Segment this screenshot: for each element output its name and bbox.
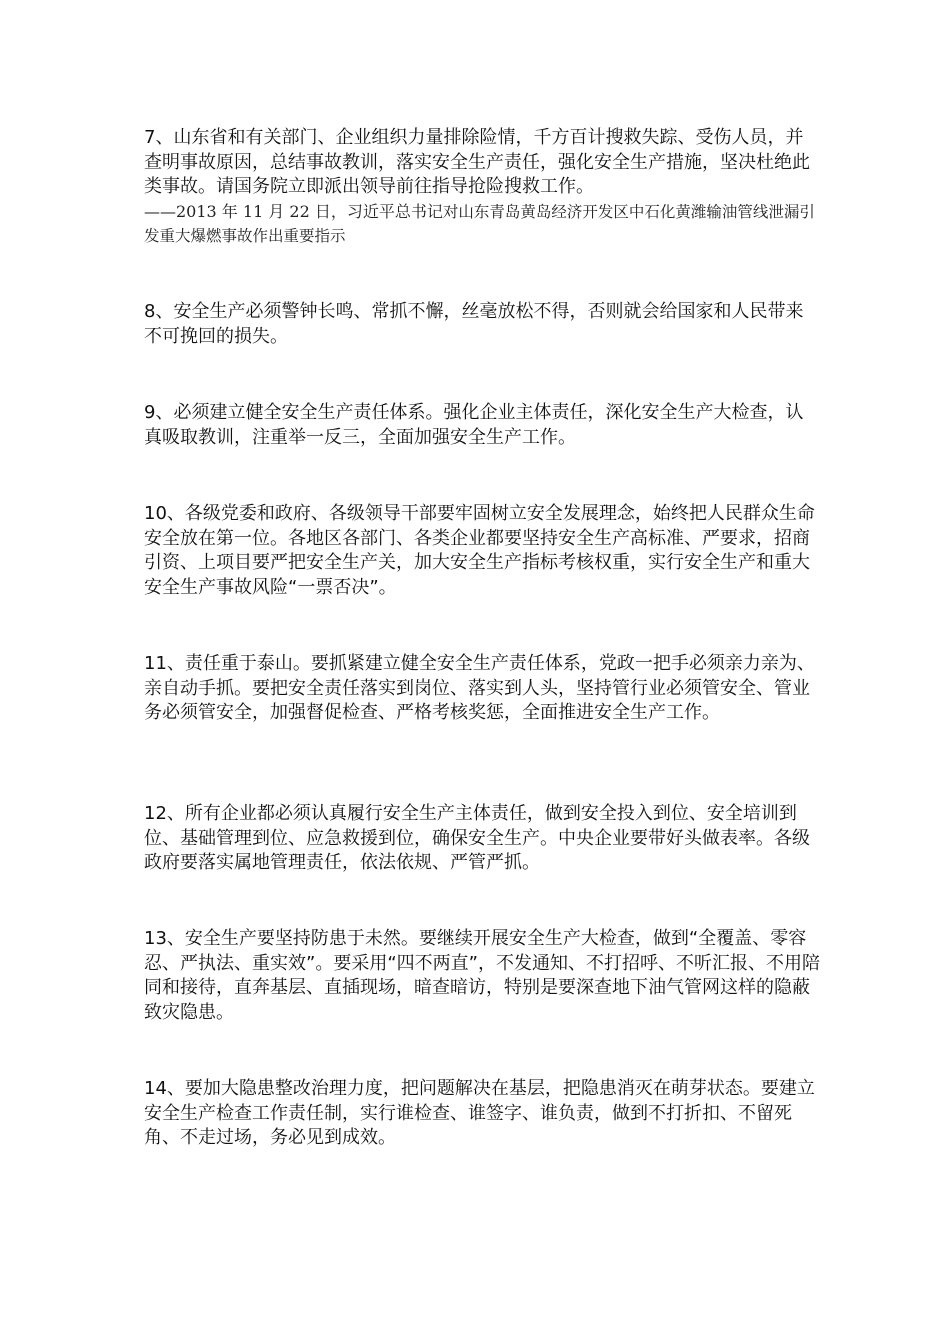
paragraph-7-text: 7、山东省和有关部门、企业组织力量排除险情，千方百计搜救失踪、受伤人员，并查明事故原因，总结事故教训，落实安全生产责任，强化安全生产措施，坚决杜绝此类事故。请国务院立即派出领导前往指导抢险搜救工作。 (144, 127, 810, 197)
source-description: 对山东青岛黄岛经济开发区中石化黄潍输油管线泄漏引发重大爆燃事故作出重要指示 (144, 202, 815, 245)
paragraph-7-source (144, 200, 820, 248)
paragraph-14 (144, 1077, 820, 1151)
paragraph-10-text: 10、各级党委和政府、各级领导干部要牢固树立安全发展理念，始终把人民群众生命安全放在第一位。各地区各部门、各类企业都要坚持安全生产高标准、严要求，招商引资、上项目要严把安全生产关，加大安全生产指标考核权重，实行安全生产和重大安全生产事故风险“一票否决”。 (144, 503, 815, 598)
paragraph-11 (144, 652, 820, 726)
paragraph-8-text: 8、安全生产必须警钟长鸣、常抓不懈，丝毫放松不得，否则就会给国家和人民带来不可挽回的损失。 (144, 301, 804, 347)
paragraph-7 (144, 126, 820, 248)
paragraph-14-text: 14、要加大隐患整改治理力度，把问题解决在基层，把隐患消灭在萌芽状态。要建立安全生产检查工作责任制，实行谁检查、谁签字、谁负责，做到不打折扣、不留死角、不走过场，务必见到成效。 (144, 1078, 815, 1148)
paragraph-11-text: 11、责任重于泰山。要抓紧建立健全安全生产责任体系，党政一把手必须亲力亲为、亲自动手抓。要把安全责任落实到岗位、落实到人头，坚持管行业必须管安全、管业务必须管安全，加强督促检查、严格考核奖惩，全面推进安全生产工作。 (144, 653, 815, 723)
paragraph-8 (144, 300, 820, 349)
paragraph-12-text: 12、所有企业都必须认真履行安全生产主体责任，做到安全投入到位、安全培训到位、基础管理到位、应急救援到位，确保安全生产。中央企业要带好头做表率。各级政府要落实属地管理责任，依法依规、严管严抓。 (144, 803, 810, 873)
paragraph-13-text: 13、安全生产要坚持防患于未然。要继续开展安全生产大检查，做到“全覆盖、零容忍、严执法、重实效”。要采用“四不两直”，不发通知、不打招呼、不听汇报、不用陪同和接待，直奔基层、直插现场，暗查暗访，特别是要深查地下油气管网这样的隐蔽致灾隐患。 (144, 928, 820, 1023)
paragraph-9 (144, 401, 820, 450)
paragraph-10 (144, 502, 820, 600)
paragraph-12 (144, 802, 820, 876)
paragraph-13 (144, 927, 820, 1025)
paragraph-9-text: 9、必须建立健全安全生产责任体系。强化企业主体责任，深化安全生产大检查，认真吸取教训，注重举一反三，全面加强安全生产工作。 (144, 402, 804, 448)
source-date-author: ——2013 年 11 月 22 日，习近平总书记 (144, 201, 443, 221)
